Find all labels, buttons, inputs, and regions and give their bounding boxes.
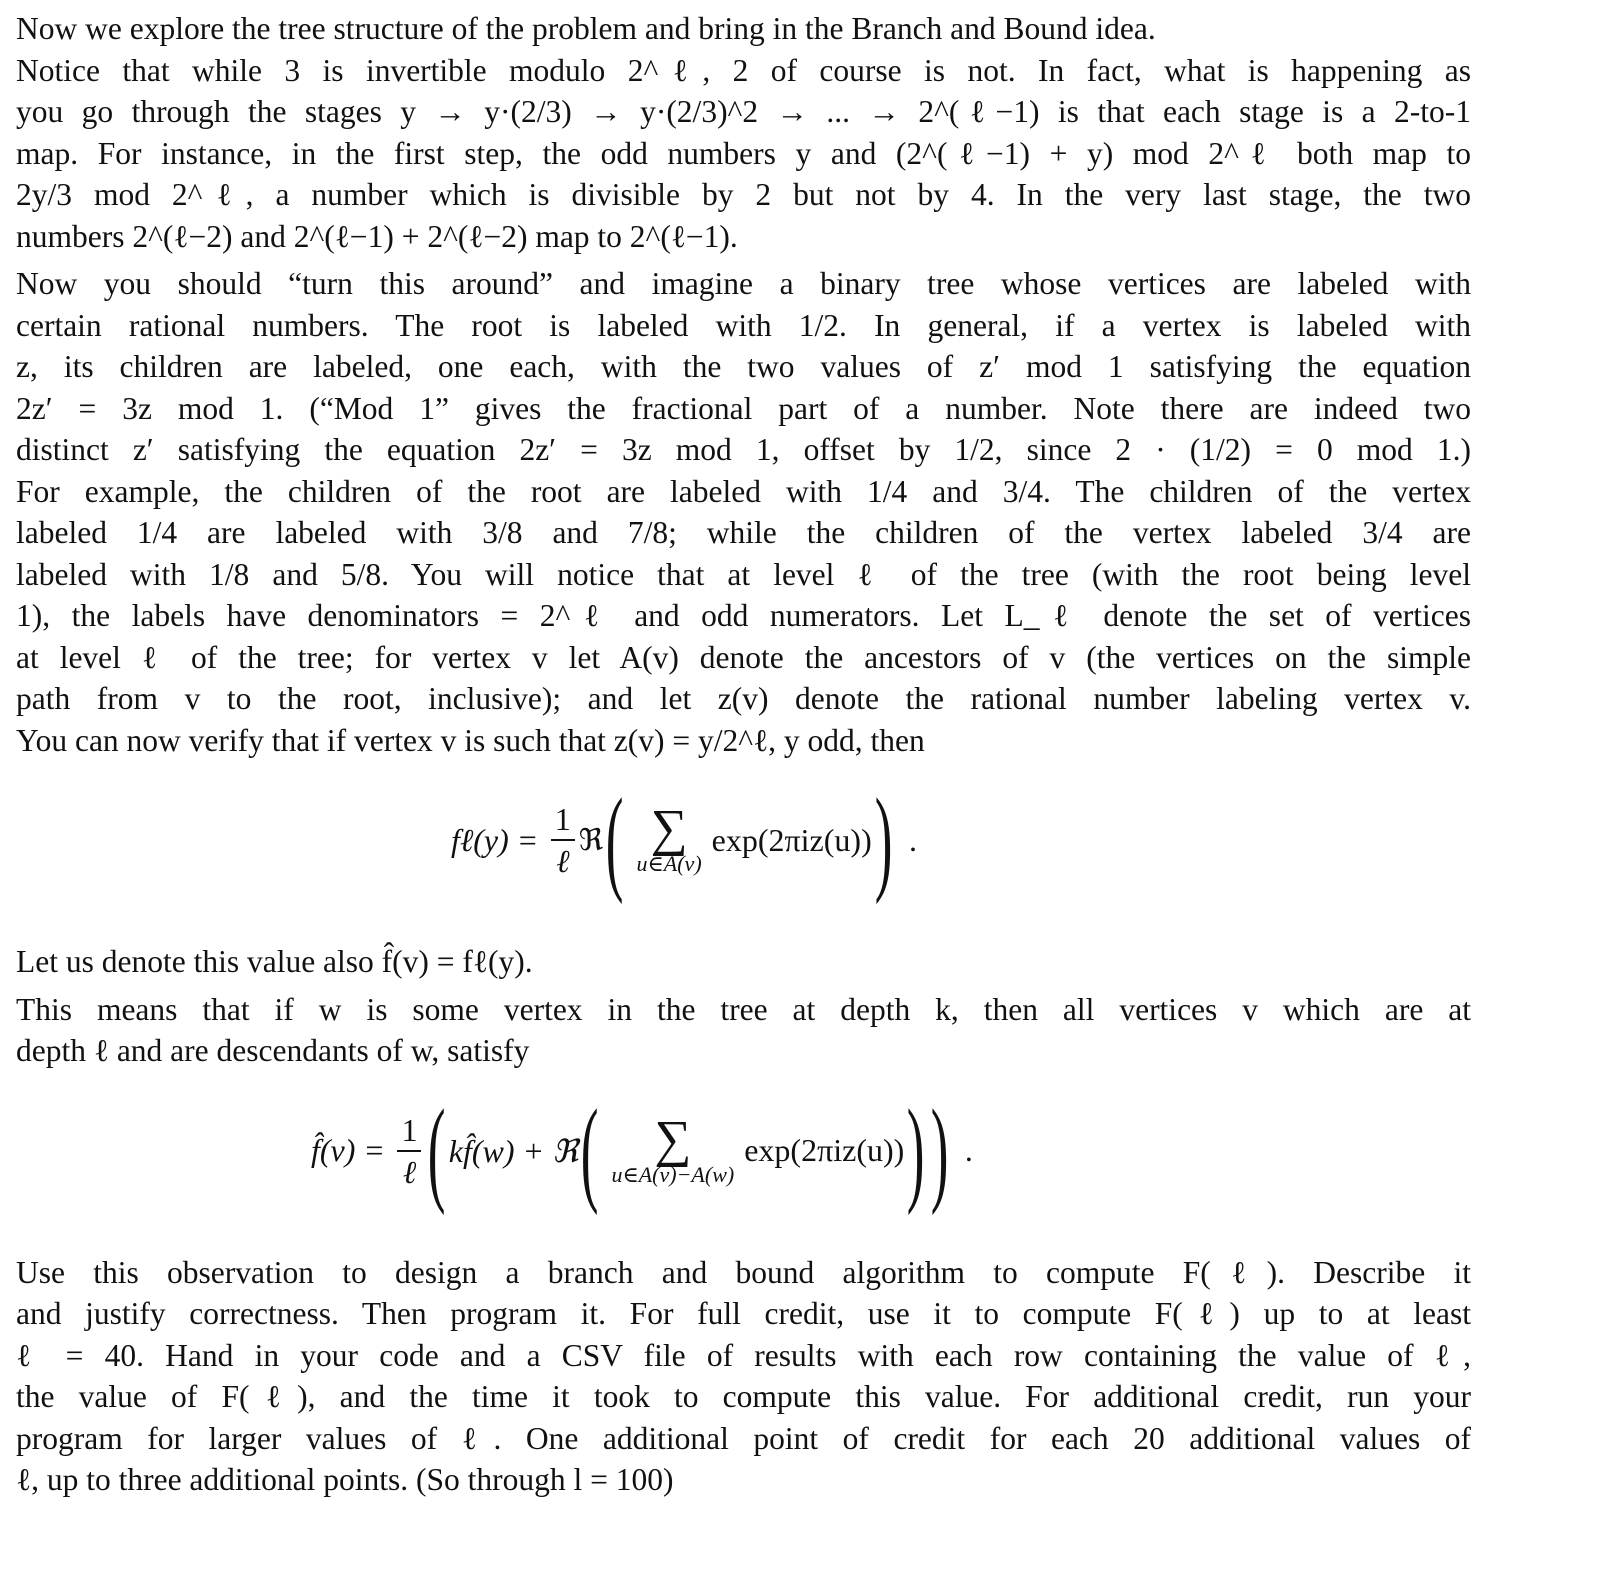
text-line: distinct z′ satisfying the equation 2z′ = 3z mod 1, offset by 1/2, since 2 · (1/2) = 0 mod 1.)	[16, 432, 1471, 467]
summation: ∑ u∈A(v)−A(w)	[611, 1110, 735, 1187]
paragraph-invertibility	[16, 50, 1471, 258]
paragraph-intro	[16, 8, 1471, 50]
paragraph-binary-tree	[16, 263, 1471, 761]
text-line: For example, the children of the root are labeled with 1/4 and 3/4. The children of the vertex	[16, 473, 1471, 509]
text-line: 2z′ = 3z mod 1. (“Mod 1” gives the fractional part of a number. Note there are indeed two	[16, 390, 1471, 426]
text-line: 1), the labels have denominators = 2^ℓ and odd numerators. Let L_ℓ denote the set of vertices	[16, 598, 1471, 633]
text-line: Let us denote this value also f̂(v) = fℓ(y).	[16, 944, 533, 979]
text-line: map. For instance, in the first step, the odd numbers y and (2^(ℓ−1) + y) mod 2^ℓ both map to	[16, 135, 1471, 171]
text-line: Notice that while 3 is invertible modulo 2^ℓ, 2 of course is not. In fact, what is happening as	[16, 52, 1471, 88]
text-line: ℓ = 40. Hand in your code and a CSV file of results with each row containing the value of ℓ,	[16, 1337, 1471, 1373]
equation-lhs: f̂(v)	[311, 1132, 356, 1168]
text-line: labeled 1/4 are labeled with 3/8 and 7/8; while the children of the vertex labeled 3/4 are	[16, 515, 1471, 550]
paragraph-task	[16, 1252, 1471, 1501]
text-line: 2y/3 mod 2^ℓ, a number which is divisible by 2 but not by 4. In the very last stage, the two	[16, 177, 1471, 212]
real-part-symbol: ℜ	[578, 822, 604, 858]
text-line: numbers 2^(ℓ−2) and 2^(ℓ−1) + 2^(ℓ−2) map to 2^(ℓ−1).	[16, 218, 738, 254]
text-line: path from v to the root, inclusive); and let z(v) denote the rational number labeling vertex v.	[16, 681, 1471, 716]
text-line: certain rational numbers. The root is labeled with 1/2. In general, if a vertex is labeled with	[16, 307, 1471, 343]
equation-f-hat: f̂(v) = $\frac{1}{\text{ℓ}}$ ( kf̂(w) + ℜ ( ∑ u∈A(v)−A(w) exp(2πiz(u)) ) ) .	[311, 1084, 973, 1216]
equation-lhs: fℓ(y)	[451, 821, 509, 858]
text-line: Now you should “turn this around” and imagine a binary tree whose vertices are labeled with	[16, 266, 1471, 301]
text-line: labeled with 1/8 and 5/8. You will notice that at level ℓ of the tree (with the root being level	[16, 556, 1471, 592]
text-line: and justify correctness. Then program it. For full credit, use it to compute F(ℓ) up to at least	[16, 1296, 1471, 1331]
summand: exp(2πiz(u))	[711, 821, 872, 858]
summand: exp(2πiz(u))	[744, 1132, 905, 1168]
text-line: the value of F(ℓ), and the time it took to compute this value. For additional credit, run your	[16, 1379, 1471, 1414]
text-line: z, its children are labeled, one each, with the two values of z′ mod 1 satisfying the equation	[16, 349, 1471, 384]
document-page	[16, 8, 1471, 1501]
text-line: Now we explore the tree structure of the problem and bring in the Branch and Bound idea.	[16, 11, 1156, 46]
text-line: Use this observation to design a branch and bound algorithm to compute F(ℓ). Describe it	[16, 1254, 1471, 1290]
text-line: depth ℓ and are descendants of w, satisfy	[16, 1033, 530, 1068]
fraction: $\frac{1}{\text{ℓ}}$	[551, 803, 575, 877]
summation: ∑ u∈A(v)	[636, 800, 702, 876]
text-line: program for larger values of ℓ. One additional point of credit for each 20 additional values of	[16, 1420, 1471, 1456]
paragraph-denote	[16, 941, 1471, 1072]
text-line: This means that if w is some vertex in the tree at depth k, then all vertices v which are at	[16, 991, 1471, 1027]
term-k-f-hat: kf̂(w) + ℜ	[448, 1132, 579, 1169]
fraction: $\frac{1}{\text{ℓ}}$	[397, 1114, 421, 1188]
text-line: at level ℓ of the tree; for vertex v let A(v) denote the ancestors of v (the vertices on the simple	[16, 639, 1471, 675]
equation-f-ell: fℓ(y) = $\frac{1}{\text{ℓ}}$ ℜ ( ∑ u∈A(v) exp(2πiz(u)) ) .	[451, 774, 918, 905]
text-line: You can now verify that if vertex v is such that z(v) = y/2^ℓ, y odd, then	[16, 722, 925, 758]
text-line: ℓ, up to three additional points. (So through l = 100)	[16, 1462, 674, 1497]
text-line: you go through the stages y → y·(2/3) → y·(2/3)^2 → ... → 2^(ℓ−1) is that each stage is a 2-to-1	[16, 94, 1471, 129]
